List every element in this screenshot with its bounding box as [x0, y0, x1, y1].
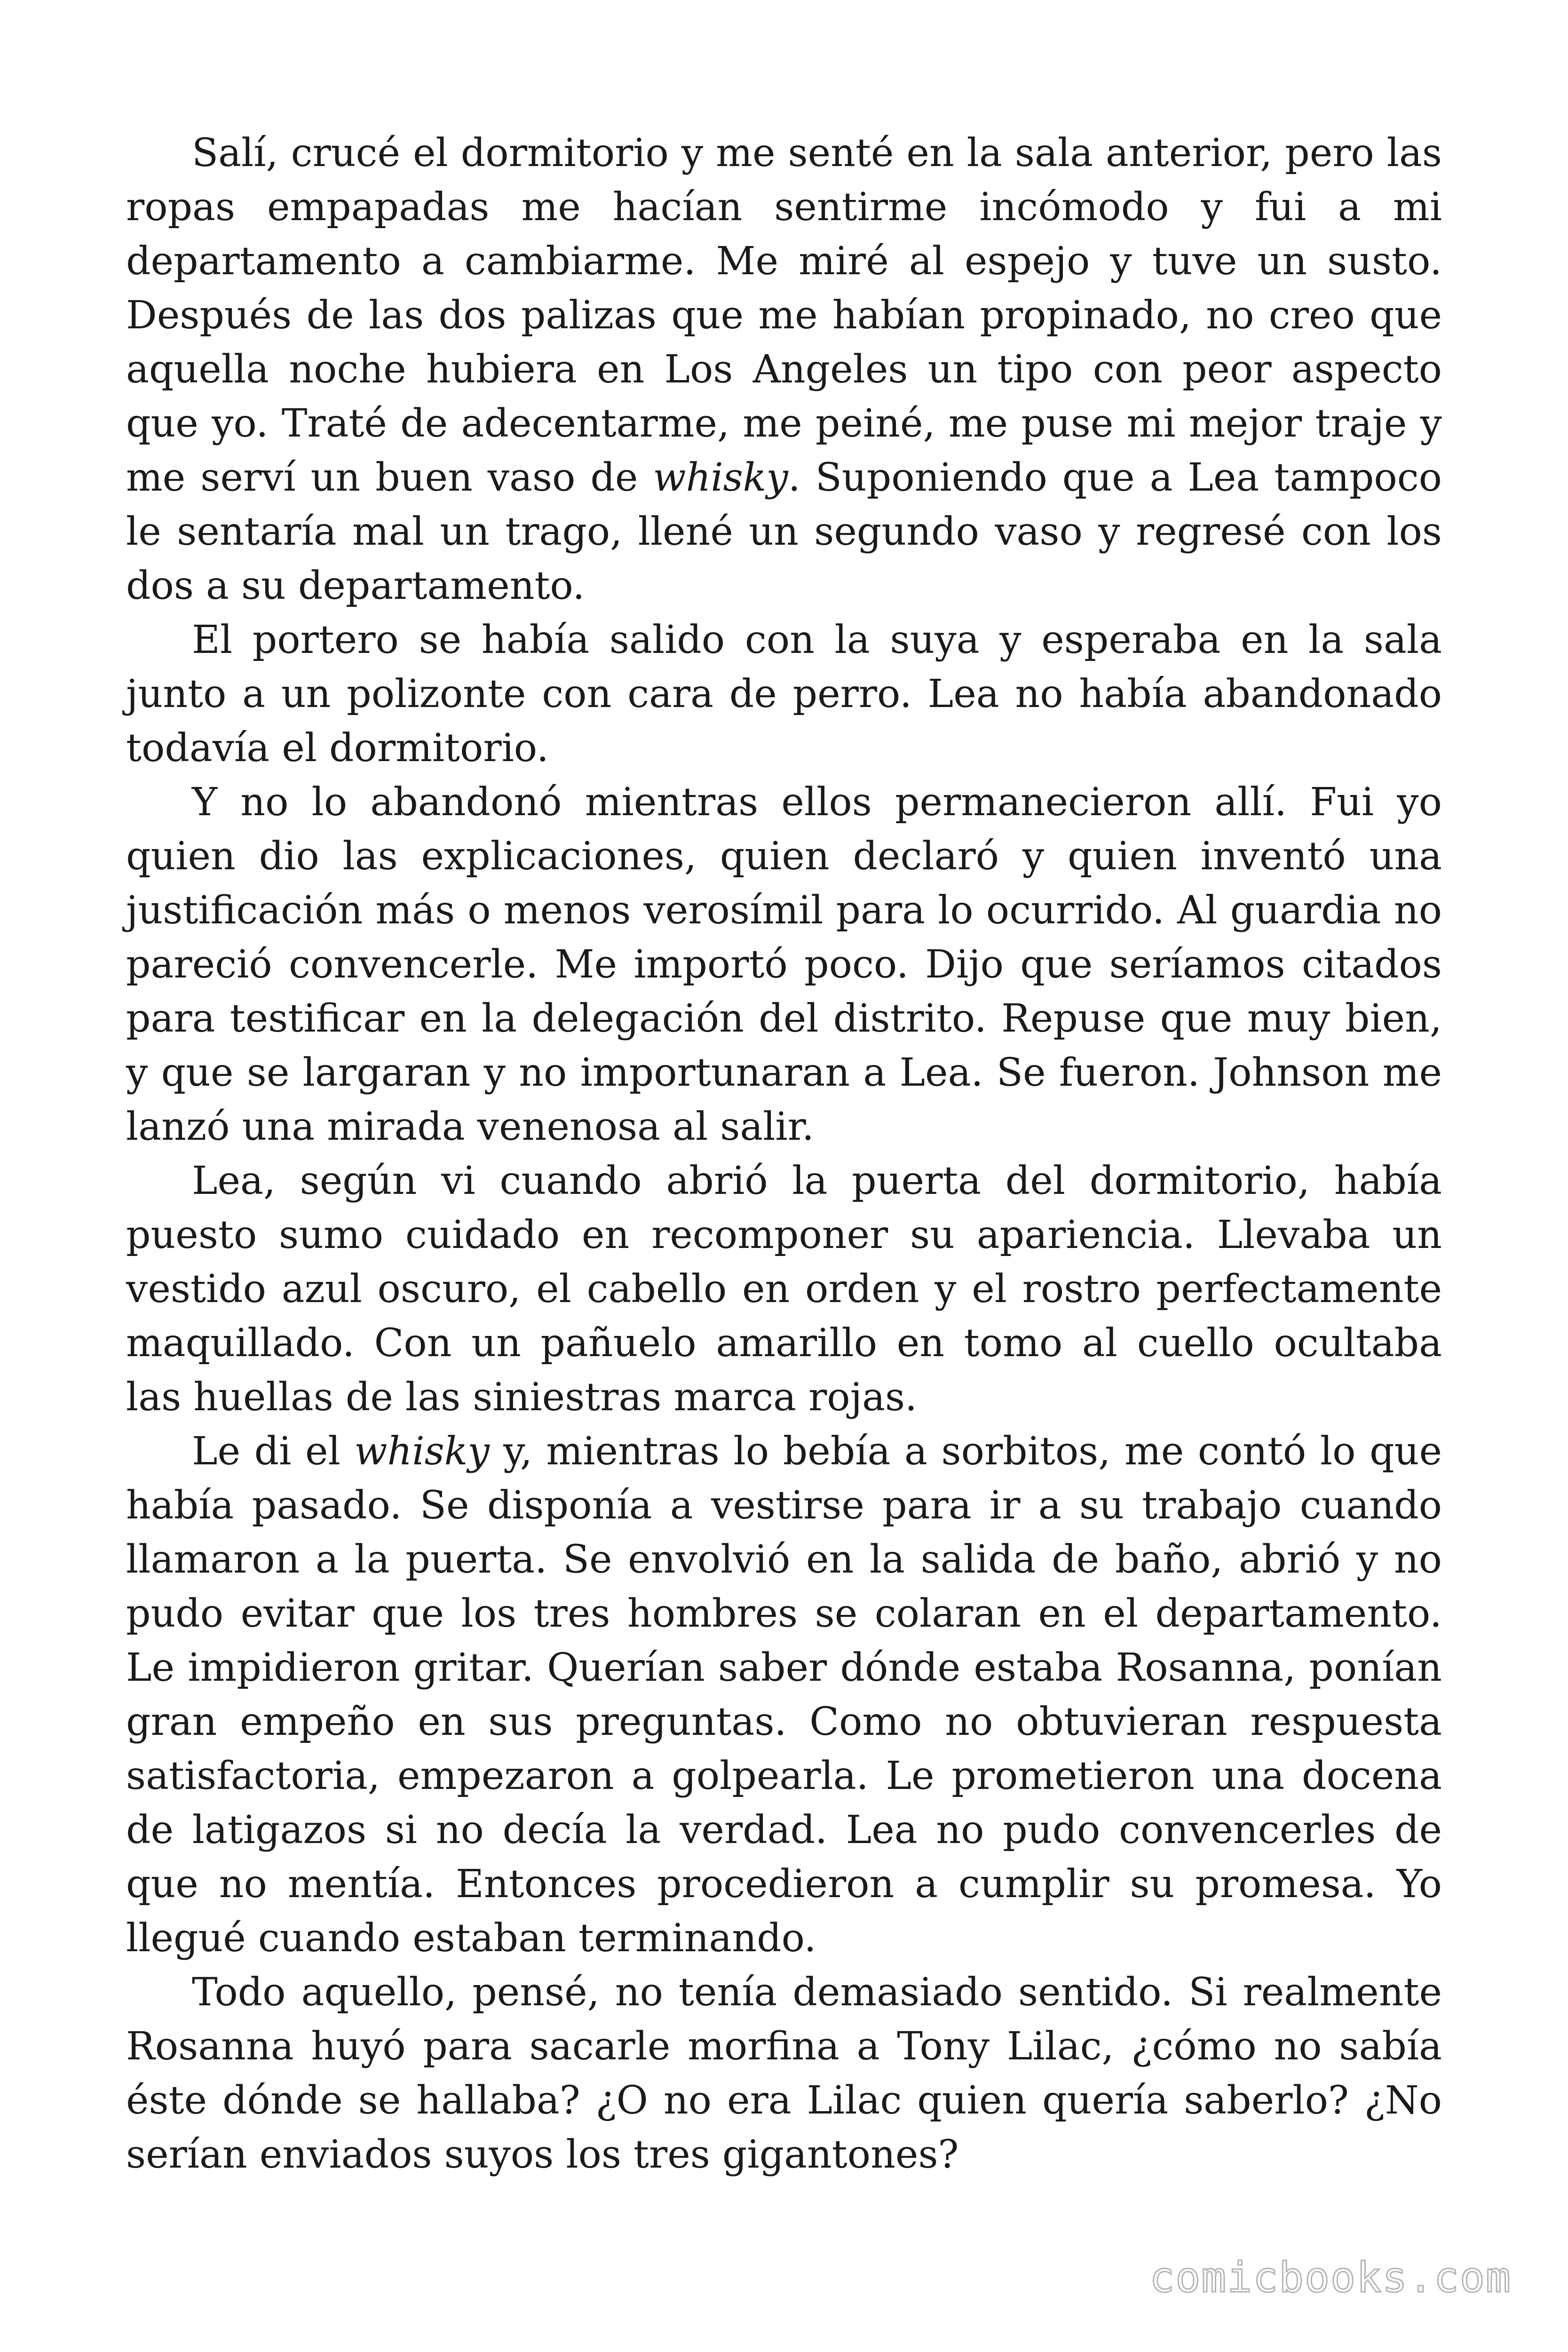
text-run: Le di el	[192, 1429, 355, 1474]
paragraph-3	[126, 775, 1442, 1154]
text-run: Y no lo abandonó mientras ellos permanecieron allí. Fui yo quien dio las explicaciones, quien declaró y quien inventó una justificación más o menos verosímil para lo ocurrido. Al guardia no pareció convencerle. Me importó poco. Dijo que seríamos citados para testificar en la delegación del distrito. Repuse que muy bien, y que se largaran y no importunaran a Lea. Se fueron. Johnson me lanzó una mirada venenosa al salir.	[126, 780, 1442, 1149]
text-run: y, mientras lo bebía a sorbitos, me contó lo que había pasado. Se disponía a vestirse para ir a su trabajo cuando llamaron a la puerta. Se envolvió en la salida de baño, abrió y no pudo evitar que los tres hombres se colaran en el departamento. Le impidieron gritar. Querían saber dónde estaba Rosanna, ponían gran empeño en sus preguntas. Como no obtuvieran respuesta satisfactoria, empezaron a golpearla. Le prometieron una docena de latigazos si no decía la verdad. Lea no pudo convencerles de que no mentía. Entonces procedieron a cumplir su promesa. Yo llegué cuando estaban terminando.	[126, 1429, 1442, 1961]
italic-word-whisky: whisky	[653, 455, 788, 500]
text-run: . Suponiendo que a Lea tampoco le sentaría mal un trago, llené un segundo vaso y regresé con los dos a su departamento.	[126, 455, 1442, 608]
text-run: Todo aquello, pensé, no tenía demasiado sentido. Si realmente Rosanna huyó para sacarle morfina a Tony Lilac, ¿cómo no sabía éste dónde se hallaba? ¿O no era Lilac quien quería saberlo? ¿No serían enviados suyos los tres gigantones?	[126, 1970, 1442, 2177]
paragraph-4	[126, 1154, 1442, 1424]
paragraph-6	[126, 1965, 1442, 2182]
text-run: Salí, crucé el dormitorio y me senté en la sala anterior, pero las ropas empapadas me hacían sentirme incómodo y fui a mi departamento a cambiarme. Me miré al espejo y tuve un susto. Después de las dos palizas que me habían propinado, no creo que aquella noche hubiera en Los Angeles un tipo con peor aspecto que yo. Traté de adecentarme, me peiné, me puse mi mejor traje y me serví un buen vaso de	[126, 131, 1442, 500]
text-run: Lea, según vi cuando abrió la puerta del dormitorio, había puesto sumo cuidado en recomponer su apariencia. Llevaba un vestido azul oscuro, el cabello en orden y el rostro perfectamente maquillado. Con un pañuelo amarillo en tomo al cuello ocultaba las huellas de las siniestras marca rojas.	[126, 1159, 1442, 1420]
paragraph-2	[126, 613, 1442, 775]
text-run: El portero se había salido con la suya y esperaba en la sala junto a un polizonte con cara de perro. Lea no había abandonado todavía el dormitorio.	[126, 618, 1442, 771]
paragraph-1	[126, 126, 1442, 613]
body-text	[126, 126, 1442, 2182]
paragraph-5	[126, 1424, 1442, 1965]
italic-word-whisky: whisky	[354, 1429, 490, 1474]
watermark-text: comicbooks.com	[1149, 2253, 1512, 2302]
